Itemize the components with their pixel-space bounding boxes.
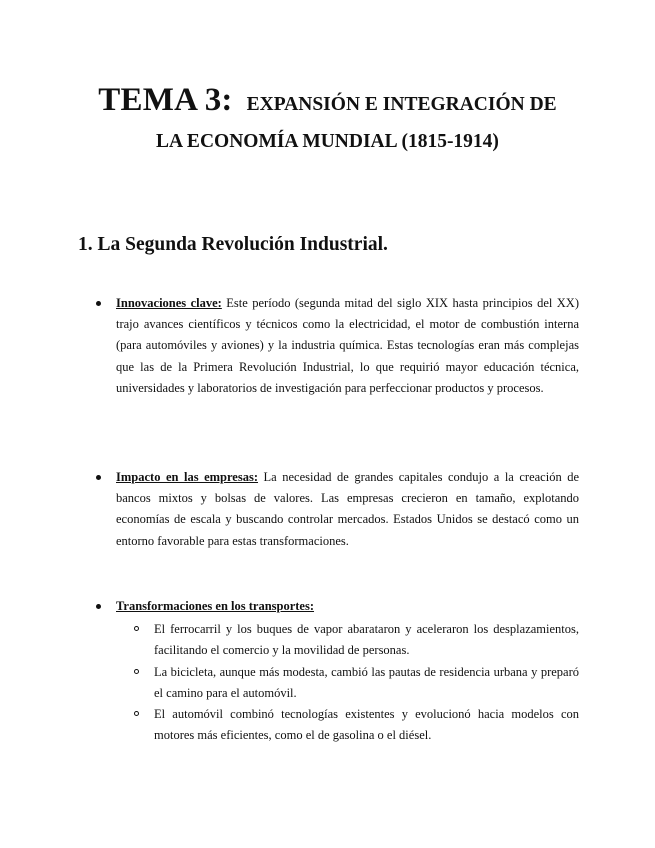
- sub-list: [116, 619, 579, 746]
- title-line-2: LA ECONOMÍA MUNDIAL (1815-1914): [156, 131, 499, 152]
- hollow-bullet-icon: [134, 711, 139, 716]
- bullet-paragraph: [116, 293, 579, 399]
- sub-item-text: El ferrocarril y los buques de vapor abarataron y aceleraron los desplazamientos, facilitando el comercio y la movilidad de personas.: [154, 622, 579, 658]
- title-line-1: [0, 82, 655, 119]
- bullet-lead: Impacto en las empresas:: [116, 470, 259, 484]
- sub-item-text: La bicicleta, aunque más modesta, cambió las pautas de residencia urbana y preparó el camino para el automóvil.: [154, 664, 579, 700]
- bullet-lead: Innovaciones clave:: [116, 296, 222, 310]
- bullet-transportes: [116, 596, 579, 746]
- bullet-dot-icon: [96, 475, 101, 480]
- bullet-paragraph: [116, 467, 579, 552]
- bullet-text: La necesidad de grandes capitales condujo a la creación de bancos mixtos y bolsas de valores. Las empresas crecieron en tamaño, explotando economías de escala y buscando controlar mercados. Estados Unidos se destacó como un entorno favorable para estas transformaciones.: [116, 470, 580, 548]
- hollow-bullet-icon: [134, 669, 139, 674]
- bullet-impacto: [116, 467, 579, 552]
- bullet-innovaciones: [116, 293, 579, 399]
- bullet-paragraph: [116, 596, 579, 617]
- hollow-bullet-icon: [134, 626, 139, 631]
- list-item: [116, 704, 579, 746]
- title-rest: EXPANSIÓN E INTEGRACIÓN DE: [246, 94, 557, 115]
- bullet-dot-icon: [96, 301, 101, 306]
- bullet-lead: Transformaciones en los transportes:: [116, 599, 315, 613]
- list-item: [116, 619, 579, 661]
- list-item: [116, 662, 579, 704]
- bullet-text: Este período (segunda mitad del siglo XIX hasta principios del XX) trajo avances científicos y técnicos como la electricidad, el motor de combustión interna (para automóviles y aviones) y la industria química. Estas tecnologías eran más complejas que las de la Primera Revolución Industrial, lo que requirió mayor educación técnica, universidades y laboratorios de investigación para perfeccionar productos y procesos.: [116, 296, 580, 395]
- section-heading: 1. La Segunda Revolución Industrial.: [78, 234, 388, 255]
- sub-item-text: El automóvil combinó tecnologías existentes y evolucionó hacia modelos con motores más eficientes, como el de gasolina o el diésel.: [154, 707, 579, 743]
- bullet-dot-icon: [96, 604, 101, 609]
- title-main: TEMA 3:: [98, 82, 233, 118]
